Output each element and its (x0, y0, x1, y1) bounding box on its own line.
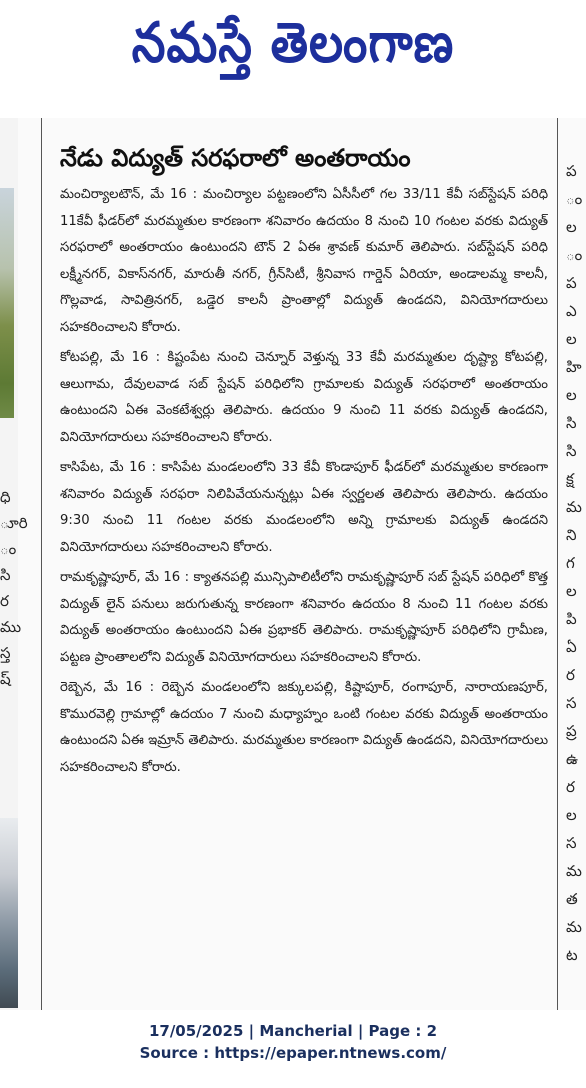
article-headline: నేడు విద్యుత్ సరఫరాలో అంతరాయం (60, 144, 411, 172)
right-fragment: ం (566, 190, 583, 208)
right-fragment: స (566, 834, 577, 852)
article-paragraph: కోటపల్లి, మే 16 : కిష్టంపేట నుంచి చెన్నూర్ వెళ్తున్న 33 కేవీ మరమ్మతుల దృష్ట్యా కోటపల్లి, ఆలుగామ, దేవులవాడ సబ్ స్టేషన్ పరిధిలోని గ్రామాలకు విద్యుత్ సరఫరాలో అంతరాయం ఉంటుందని ఏఈ వెంకటేశ్వర్లు తెలిపారు. ఉదయం 9 నుంచి 11 వరకు విద్యుత్ ఉండదని, వినియోగదారులు సహకరించాలని కోరారు. (60, 350, 548, 445)
right-fragment: మ (566, 498, 582, 516)
column-divider-left (41, 118, 42, 1010)
right-fragment: ల (566, 386, 577, 404)
article-paragraph: కాసిపేట, మే 16 : కాసిపేట మండలంలోని 33 కేవీ కొండాపూర్ ఫీడర్‌లో మరమ్మతుల కారణంగా శనివారం విద్యుత్ సరఫరా నిలిపివేయనున్నట్లు ఏఈ స్వర్ణలత తెలిపారు తెలిపారు. ఉదయం 9:30 నుంచి 11 గంటల వరకు మండలంలోని అన్ని గ్రామాలకు విద్యుత్ ఉండదని వినియోగదారులు సహకరించాలని కోరారు. (60, 460, 548, 555)
left-fragment: ష్ (0, 670, 11, 688)
adjacent-column-right (566, 118, 586, 1010)
left-fragment: ము (0, 618, 22, 636)
edition-info: 17/05/2025 | Mancherial | Page : 2 (148, 1022, 438, 1040)
right-fragment: ప (566, 274, 577, 292)
article-paragraph: మంచిర్యాలటౌన్, మే 16 : మంచిర్యాల పట్టణంలోని ఏసీసీలో గల 33/11 కేవీ సబ్‌స్టేషన్ పరిధి 11కేవీ ఫీడర్‌లో మరమ్మతుల కారణంగా శనివారం ఉదయం 8 నుంచి 10 గంటల వరకు విద్యుత్ సరఫరాలో అంతరాయం ఉంటుందని టౌన్ 2 ఏఈ శ్రావణ్ కుమార్ తెలిపారు. సబ్‌స్టేషన్ పరిధి లక్ష్మీనగర్, వికాస్‌నగర్, మారుతీ నగర్, గ్రీన్‌సిటీ, శ్రీనివాస గార్డెన్ ఏరియా, అండాలమ్మ కాలనీ, గొల్లవాడ, సావిత్రినగర్, ఒడ్డెర కాలనీ ప్రాంతాల్లో విద్యుత్ ఉండదని, వినియోగదారులు సహకరించాలని కోరారు. (60, 187, 548, 335)
right-fragment: త (566, 890, 578, 908)
left-fragment: ధి (0, 488, 11, 506)
right-fragment: ల (566, 330, 577, 348)
right-fragment: ప (566, 162, 577, 180)
right-fragment: గ (566, 554, 575, 572)
right-fragment: ం (566, 246, 583, 264)
right-fragment: స (566, 694, 577, 712)
right-fragment: మ (566, 918, 582, 936)
newspaper-clipping (0, 118, 586, 1010)
left-fragment: సి (0, 566, 11, 584)
right-fragment: హి (566, 358, 582, 376)
right-fragment: ల (566, 806, 577, 824)
article-paragraph: రెబ్బెన, మే 16 : రెబ్బెన మండలంలోని జక్కులపల్లి, కిష్టాపూర్, రంగాపూర్, నారాయణపూర్, కొమురవెల్లి గ్రామాల్లో ఉదయం 7 నుంచి మధ్యాహ్నం ఒంటి గంటల వరకు విద్యుత్ అంతరాయం ఉంటుందని ఏఈ ఇమ్రాన్ తెలిపారు. మరమ్మతుల కారణంగా విద్యుత్ ఉండదని, వినియోగదారులు సహకరించాలని కోరారు. (60, 680, 549, 775)
adjacent-column-left (0, 118, 28, 1010)
left-fragment: ం (0, 540, 17, 558)
right-fragment: ట (566, 946, 578, 964)
right-fragment: ఎ (566, 302, 577, 320)
right-fragment: ని (566, 526, 577, 544)
adjacent-photo-top (0, 188, 14, 418)
right-fragment: ప్ర (566, 722, 577, 740)
right-fragment: సి (566, 414, 577, 432)
page-footer (0, 1020, 586, 1064)
column-divider-right (557, 118, 558, 1010)
masthead (0, 0, 586, 100)
newspaper-logo: నమస్తే తెలంగాణ (131, 10, 455, 76)
right-fragment: సి (566, 442, 577, 460)
right-fragment: ల (566, 218, 577, 236)
article-paragraph: రామకృష్ణాపూర్, మే 16 : క్యాతనపల్లి మున్సిపాలిటీలోని రామకృష్ణాపూర్ సబ్ స్టేషన్ పరిధిలో కొత్త విద్యుత్ లైన్ పనులు జరుగుతున్న కారణంగా శనివారం ఉదయం 8 నుంచి 11 గంటల వరకు విద్యుత్ అంతరాయం ఉంటుందని ఏఈ ప్రభాకర్ తెలిపారు. రామకృష్ణాపూర్ పరిధిలోని గ్రామీణ, పట్టణ ప్రాంతాలలోని విద్యుత్ వినియోగదారులు సహకరించాలని కోరారు. (60, 570, 548, 665)
left-fragment: ర (0, 592, 9, 610)
left-fragment: స్త (0, 644, 11, 662)
right-fragment: ర (566, 778, 575, 796)
right-fragment: ల (566, 582, 577, 600)
right-fragment: మ (566, 862, 582, 880)
right-fragment: ఉ (566, 750, 578, 768)
right-fragment: పి (566, 610, 577, 628)
right-fragment: క్ష (566, 470, 574, 488)
right-fragment: ర (566, 666, 575, 684)
source-link: Source : https://epaper.ntnews.com/ (139, 1044, 447, 1062)
adjacent-photo-bottom (0, 818, 18, 1008)
right-fragment: ఏ (566, 638, 577, 656)
left-fragment: ూరి (0, 514, 28, 532)
article-body (60, 182, 548, 785)
